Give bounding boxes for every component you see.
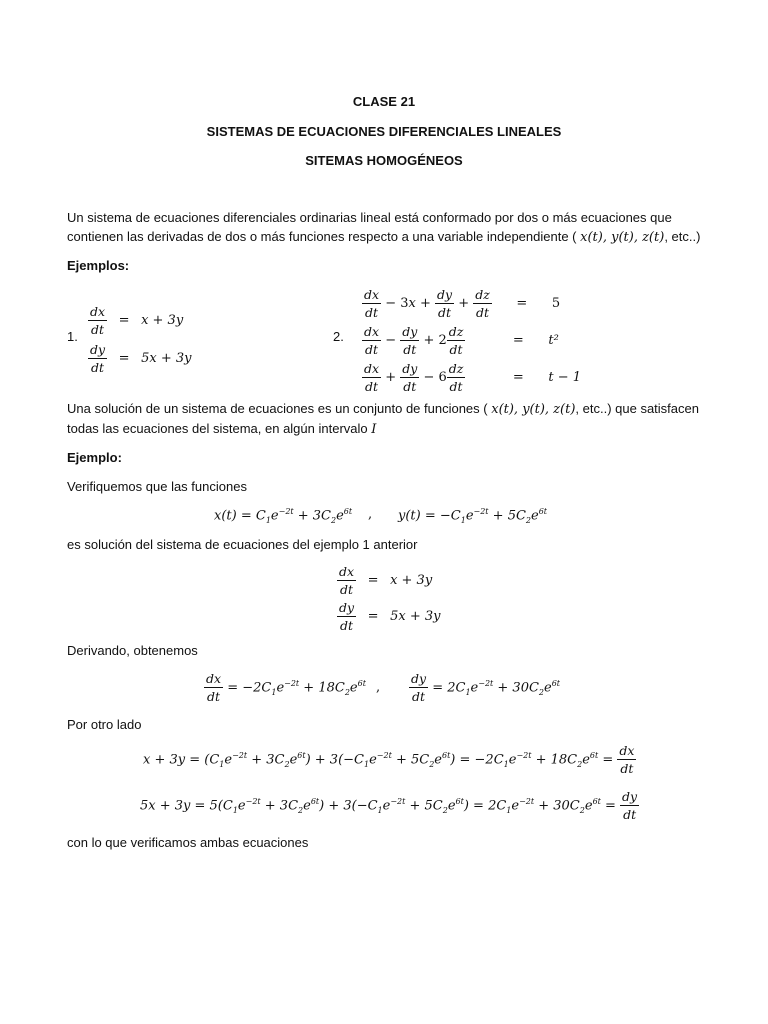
example-1-eq1-rhs: x + 3y	[141, 312, 184, 328]
intro-line-2-end: , etc..)	[664, 229, 701, 244]
equals-sign: =	[118, 312, 130, 328]
functions-separator: ,	[368, 507, 373, 522]
equals-sign: =	[118, 350, 130, 366]
example-2-number: 2.	[333, 329, 344, 344]
function-y: $y(t) = -C_1e^{-2t} + 5C_2e^{6t}$	[398, 507, 548, 525]
example-2-row-1-rhs: 5	[551, 296, 561, 311]
document-subtitle: SITEMAS HOMOGÉNEOS	[305, 153, 463, 168]
example-2-row-3-rhs: t − 1	[548, 370, 581, 385]
example-label: Ejemplo:	[67, 450, 122, 465]
deriving-text: Derivando, obtenemos	[67, 643, 198, 658]
derivatives-separator: ,	[376, 680, 381, 695]
solution-definition-line-2: todas las ecuaciones del sistema, en algún intervalo I	[67, 421, 377, 437]
solution-definition-line-1: Una solución de un sistema de ecuaciones es un conjunto de funciones ( x(t), y(t), z(t), etc..) que satisfacen	[67, 401, 699, 417]
verify-text: Verifiquemos que las funciones	[67, 479, 247, 494]
derivative-dx: $\frac{dx}{dt}$ = $-2C_1e^{-2t} + 18C_2e^{6t}$	[206, 671, 366, 704]
intro-line-2-math: x(t), y(t), z(t)	[580, 230, 665, 245]
system-repeat: $\frac{dx}{dt}$ = x + 3y $\frac{dy}{dt}$ = 5x + 3y	[339, 563, 441, 633]
system-repeat-eq2-rhs: 5x + 3y	[390, 608, 441, 624]
document-title: SISTEMAS DE ECUACIONES DIFERENCIALES LINEALES	[206, 124, 562, 139]
example-1-number: 1.	[67, 329, 78, 344]
example-2-system: $\frac{dx}{dt}$ − 3x + $\frac{dy}{dt}$ + $\frac{dz}{dt}$ = 5 $\frac{dx}{dt}$ − $\frac{dy}{dt}$ + 2 $\frac{dz}{dt}$ = t² $\frac{dx}{dt}$ + $\frac{dy}{dt}$ − 6 $\frac{dz}{dt}$ = t − 1	[364, 287, 581, 394]
other-side-text: Por otro lado	[67, 717, 142, 732]
dy-dt-fraction: $\frac{dy}{dt}$	[90, 341, 106, 375]
example-1-system	[88, 301, 191, 377]
intro-line-2-text: contienen las derivadas de dos o más funciones respecto a una variable independiente (	[67, 229, 577, 244]
dx-dt-fraction: $\frac{dx}{dt}$	[90, 303, 106, 337]
conclusion-text: con lo que verificamos ambas ecuaciones	[67, 835, 309, 850]
solution-text: es solución del sistema de ecuaciones del ejemplo 1 anterior	[67, 537, 418, 552]
check-equation-2: $5x + 3y = 5(C_1e^{-2t} + 3C_2e^{6t}) + 3(-C_1e^{-2t} + 5C_2e^{6t}) = 2C_1e^{-2t} + 30C_2e^{6t}$ = $\frac{dy}{dt}$	[140, 789, 638, 822]
check-equation-1: $x + 3y = (C_1e^{-2t} + 3C_2e^{6t}) + 3(-C_1e^{-2t} + 5C_2e^{6t}) = -2C_1e^{-2t} + 18C_2e^{6t}$ = $\frac{dx}{dt}$	[143, 743, 635, 776]
intro-line-1: Un sistema de ecuaciones diferenciales ordinarias lineal está conformado por dos o más ecuaciones que	[67, 210, 672, 225]
function-x: $x(t) = C_1e^{-2t} + 3C_2e^{6t}$	[214, 507, 353, 525]
derivative-dy: $\frac{dy}{dt}$ = $2C_1e^{-2t} + 30C_2e^{6t}$	[411, 671, 561, 704]
examples-label: Ejemplos:	[67, 258, 130, 273]
example-2-row-2-rhs: t²	[548, 333, 559, 348]
system-repeat-eq1-rhs: x + 3y	[390, 572, 433, 588]
example-1-eq2-rhs: 5x + 3y	[141, 350, 192, 366]
intro-line-2	[67, 229, 700, 245]
class-heading: CLASE 21	[352, 94, 416, 109]
